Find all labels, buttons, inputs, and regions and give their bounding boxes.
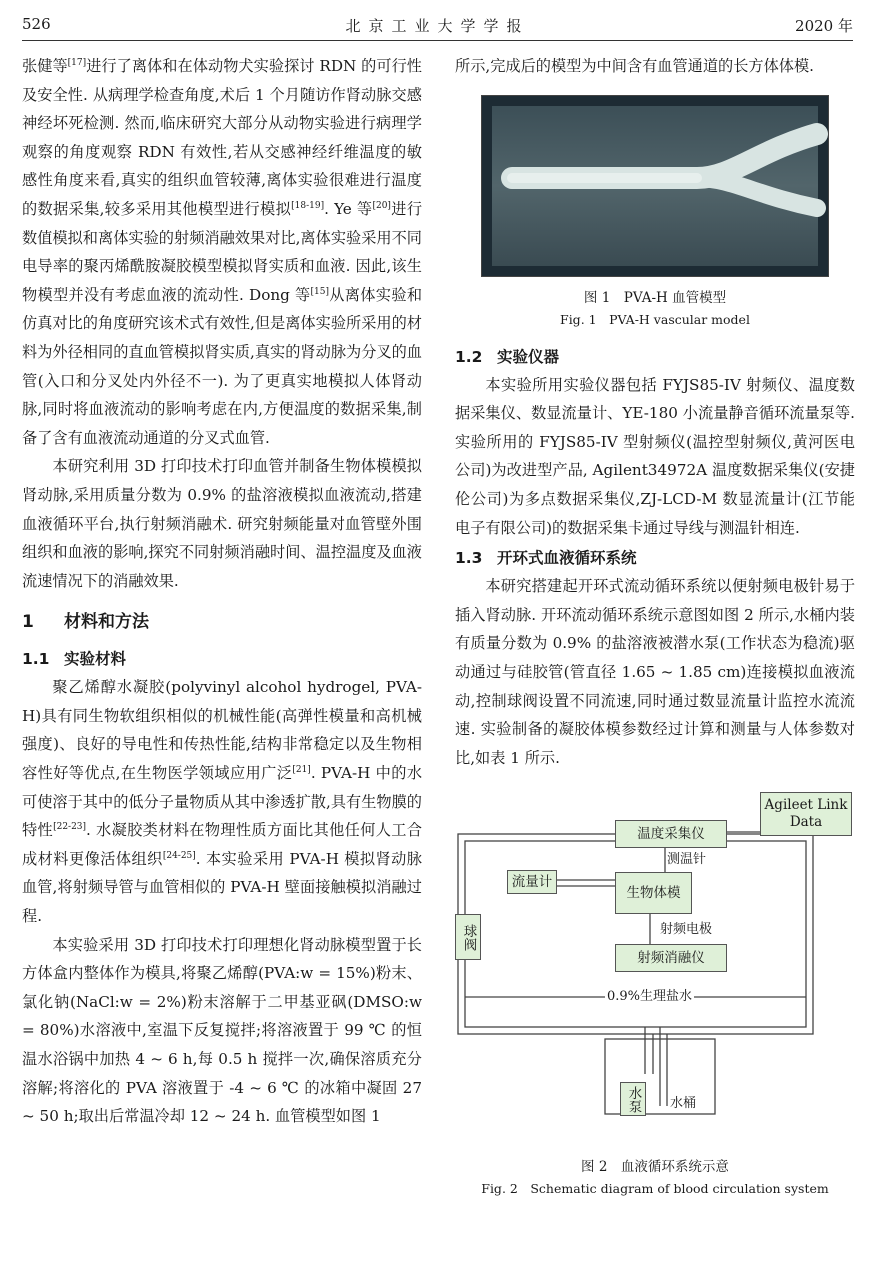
figure-2-caption-en: Fig. 2 Schematic diagram of blood circulation system xyxy=(481,1181,829,1197)
running-header xyxy=(22,10,853,41)
page-number: 526 xyxy=(22,15,51,33)
figure-1-caption-cn: 图 1 PVA-H 血管模型 xyxy=(583,289,727,306)
journal-name: 北京工业大学学报 xyxy=(345,17,530,35)
rf-electrode-label: 射频电极 xyxy=(660,922,713,938)
subsection-heading-instruments: 1.2 实验仪器 xyxy=(455,347,560,366)
right-column xyxy=(455,52,855,1200)
paragraph-study-aim: 本研究利用 3D 打印技术打印血管并制备生物体模模拟肾动脉,采用质量分数为 0.9% 的盐溶液模拟血液流动,搭建血液循环平台,执行射频消融术. 研究射频能量对血管壁外围组织和血液的影响,探究不同射频消融时间、温控温度及血液流速情况下的消融效果. xyxy=(22,457,422,590)
vessel-channel-graphic xyxy=(482,96,828,276)
water-pump-box: 水泵 xyxy=(620,1082,646,1116)
citation: [22-23] xyxy=(53,822,87,833)
paragraph-model-description: 所示,完成后的模型为中间含有血管通道的长方体体模. xyxy=(455,57,814,75)
citation: [20] xyxy=(372,200,391,211)
rf-ablator-box: 射频消融仪 xyxy=(615,944,727,972)
section-heading-materials-methods: 1 材料和方法 xyxy=(22,612,149,633)
citation: [18-19] xyxy=(291,200,325,211)
saline-label: 0.9%生理盐水 xyxy=(607,989,693,1005)
subsection-heading-materials: 1.1 实验材料 xyxy=(22,650,127,669)
water-tank-label: 水桶 xyxy=(670,1096,697,1112)
paragraph-model-preparation: 本实验采用 3D 打印技术打印理想化肾动脉模型置于长方体盒内整体作为模具,将聚乙烯醇(PVA:w = 15%)粉末、氯化钠(NaCl:w = 2%)粉末溶解于二甲基亚砜(DMSO:w = 80%)水溶液中,室温下反复搅拌;将溶液置于 99 ℃ 的恒温水浴锅中加热 4 ~ 6 h,每 0.5 h 搅拌一次,确保溶质充分溶解;将溶化的 PVA 溶液置于 -4 ~ 6 ℃ 的冰箱中凝固 27 ~ 50 h;取出后常温冷却 12 ~ 24 h. 血管模型如图 1 xyxy=(22,935,422,1126)
paragraph-pva-hydrogel: 聚乙烯醇水凝胶(polyvinyl alcohol hydrogel, PVA-H)具有同生物软组织相似的机械性能(高弹性模量和高机械强度)、良好的导电性和传热性能,结构非常稳定以及生物相容性好等优点,在生物医学领域应用广泛[21]. PVA-H 中的水可使溶于其中的低分子量物质从其中渗透扩散,具有生物膜的特性[22-23]. 水凝胶类材料在物理性质方面比其他任何人工合成材料更像活体组织[24-25]. 本实验采用 PVA-H 模拟肾动脉血管,将射频导管与血管相似的 PVA-H 壁面接触模拟消融过程. xyxy=(22,678,423,926)
subsection-heading-circulation: 1.3 开环式血液循环系统 xyxy=(455,549,637,568)
journal-year: 2020 年 xyxy=(795,17,853,35)
figure-1-caption xyxy=(455,287,855,331)
phantom-box: 生物体模 xyxy=(615,872,692,914)
paragraph-circulation-system: 本研究搭建起开环式流动循环系统以便射频电极针易于插入肾动脉. 开环流动循环系统示意图如图 2 所示,水桶内装有质量分数为 0.9% 的盐溶液被潜水泵(工作状态为稳流)驱动通过与硅胶管(管直径 1.65 ~ 1.85 cm)连接模拟血液流动,控制球阀设置不同流速,同时通过数显流量计监控水流流速. 实验制备的凝胶体模参数经过计算和测量与人体参数对比,如表 1 所示. xyxy=(455,577,855,767)
figure-1-caption-en: Fig. 1 PVA-H vascular model xyxy=(560,311,750,327)
temperature-probe-label: 测温针 xyxy=(667,852,707,868)
agilent-link-box: Agileet Link Data xyxy=(760,792,852,836)
citation: [17] xyxy=(67,57,87,68)
circulation-diagram xyxy=(455,784,855,1154)
vascular-model-photo xyxy=(481,95,829,277)
citation: [24-25] xyxy=(162,850,196,861)
figure-2-caption xyxy=(455,1156,855,1200)
flowmeter-box: 流量计 xyxy=(507,870,557,894)
left-column xyxy=(22,52,422,1131)
citation: [21] xyxy=(292,765,311,775)
paragraph-related-work: 张健等[17]进行了离体和在体动物犬实验探讨 RDN 的可行性及安全性. 从病理学检查角度,术后 1 个月随访作肾动脉交感神经坏死检测. 然而,临床研究大部分从动物实验进行病理学观察的角度观察 RDN 有效性,若从交感神经纤维温度的敏感性角度来看,真实的组织血管较薄,离体实验很难进行温度的数据采集,较多采用其他模型进行模拟[18-19]. Ye 等[20]进行数值模拟和离体实验的射频消融效果对比,离体实验采用不同电导率的聚丙烯酰胺凝胶模型模拟肾实质和血液. 因此,该生物模型并没有考虑血液的流动性. Dong 等[15]从离体实验和仿真对比的角度研究该术式有效性,但是离体实验所采用的材料为外径相同的直血管模拟肾实质,真实的肾动脉为分叉的血管(入口和分叉处内外径不一). 为了更真实地模拟人体肾动脉,同时将血液流动的影响考虑在内,方便温度的数据采集,制备了含有血液流动通道的分叉式血管. xyxy=(22,57,423,447)
ball-valve-box: 球阀 xyxy=(455,914,481,960)
citation: [15] xyxy=(310,286,329,297)
figure-2-caption-cn: 图 2 血液循环系统示意 xyxy=(581,1159,729,1176)
paragraph-instruments: 本实验所用实验仪器包括 FYJS85-IV 射频仪、温度数据采集仪、数显流量计、YE-180 小流量静音循环流量泵等. 实验所用的 FYJS85-IV 型射频仪(温控型射频仪,黄河医电公司)为改进型产品, Agilent34972A 温度数据采集仪(安捷伦公司)为多点数据采集仪,ZJ-LCD-M 数显流量计(江节能电子有限公司)的数据采集卡通过导线与测温针相连. xyxy=(455,375,855,537)
temperature-collector-box: 温度采集仪 xyxy=(615,820,727,848)
